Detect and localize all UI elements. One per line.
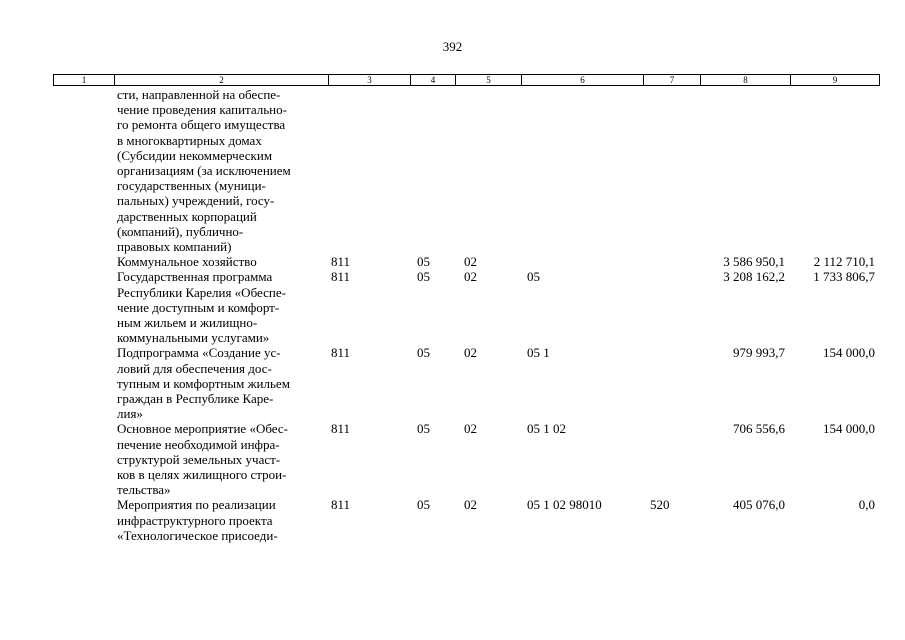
row-name-line: государственных (муници- [117, 178, 266, 194]
row-code-section: 05 [417, 421, 430, 437]
table-row [0, 254, 905, 269]
row-name-line: в многоквартирных домах [117, 132, 262, 148]
row-name-line: инфраструктурного проекта [117, 512, 273, 528]
row-name-line: тельства» [117, 482, 171, 498]
row-code-admin: 811 [331, 421, 351, 437]
row-code-target: 05 1 [527, 345, 550, 361]
row-amount-year-2: 154 000,0 [823, 345, 875, 361]
row-code-section: 05 [417, 345, 430, 361]
row-code-section: 05 [417, 497, 430, 513]
row-code-expense: 520 [650, 497, 670, 513]
row-name-line: сти, направленной на обеспе- [117, 87, 281, 102]
row-name-line: (компаний), публично- [117, 223, 244, 239]
row-name-line: организациям (за исключением [117, 163, 291, 179]
row-code-target: 05 1 02 [527, 421, 566, 437]
row-name-line: пальных) учреждений, госу- [117, 193, 275, 209]
row-name-line: правовых компаний) [117, 239, 232, 255]
header-col-6: 6 [521, 75, 643, 85]
row-amount-year-2: 1 733 806,7 [813, 269, 875, 285]
row-name-line: ловий для обеспечения дос- [117, 360, 272, 376]
row-name-line: Государственная программа [117, 269, 273, 285]
table-row [0, 269, 905, 345]
row-name-line: чение доступным и комфорт- [117, 299, 280, 315]
header-col-3: 3 [328, 75, 410, 85]
row-name-line: Мероприятия по реализации [117, 497, 276, 513]
header-col-2: 2 [114, 75, 328, 85]
row-code-admin: 811 [331, 269, 351, 285]
table-body [0, 87, 905, 543]
row-name-line: коммунальными услугами» [117, 330, 270, 346]
table-row [0, 87, 905, 254]
table-row [0, 345, 905, 421]
row-name-line: го ремонта общего имущества [117, 117, 286, 133]
row-code-admin: 811 [331, 345, 351, 361]
row-code-admin: 811 [331, 254, 351, 270]
row-code-section: 05 [417, 254, 430, 270]
row-amount-year-1: 706 556,6 [733, 421, 785, 437]
row-name [117, 254, 327, 269]
row-code-subsection: 02 [464, 269, 477, 285]
row-amount-year-2: 2 112 710,1 [813, 254, 875, 270]
row-name-line: дарственных корпораций [117, 208, 257, 224]
row-name-line: Коммунальное хозяйство [117, 254, 257, 270]
row-name-line: чение проведения капитально- [117, 102, 287, 118]
header-col-8: 8 [700, 75, 790, 85]
row-code-subsection: 02 [464, 345, 477, 361]
row-name-line: ным жильем и жилищно- [117, 314, 258, 330]
page-number: 392 [442, 39, 463, 54]
row-name [117, 345, 327, 421]
row-name [117, 497, 327, 543]
table-row [0, 421, 905, 497]
row-code-target: 05 1 02 98010 [527, 497, 602, 513]
row-name [117, 87, 327, 254]
row-amount-year-2: 0,0 [858, 497, 875, 513]
row-name [117, 269, 327, 345]
row-amount-year-2: 154 000,0 [823, 421, 875, 437]
header-col-5: 5 [455, 75, 521, 85]
row-name-line: ков в целях жилищного строи- [117, 466, 287, 482]
header-col-1: 1 [81, 75, 87, 85]
row-code-subsection: 02 [464, 497, 477, 513]
row-name-line: Республики Карелия «Обеспе- [117, 284, 286, 300]
row-amount-year-1: 405 076,0 [733, 497, 785, 513]
row-code-subsection: 02 [464, 421, 477, 437]
row-code-admin: 811 [331, 497, 351, 513]
row-code-section: 05 [417, 269, 430, 285]
header-col-9: 9 [790, 75, 879, 85]
row-name [117, 421, 327, 497]
row-name-line: «Технологическое присоеди- [117, 527, 278, 543]
header-col-7: 7 [643, 75, 700, 85]
row-name-line: структурой земельных участ- [117, 451, 281, 467]
row-name-line: граждан в Республике Каре- [117, 390, 274, 406]
row-name-line: лия» [117, 406, 143, 422]
row-name-line: печение необходимой инфра- [117, 436, 280, 452]
row-name-line: (Субсидии некоммерческим [117, 147, 273, 163]
row-name-line: тупным и комфортным жильем [117, 375, 290, 391]
row-name-line: Основное мероприятие «Обес- [117, 421, 288, 437]
row-code-subsection: 02 [464, 254, 477, 270]
row-amount-year-1: 979 993,7 [733, 345, 785, 361]
row-code-target: 05 [527, 269, 540, 285]
row-amount-year-1: 3 586 950,1 [723, 254, 785, 270]
table-row [0, 497, 905, 543]
table-header-row [53, 74, 880, 86]
row-name-line: Подпрограмма «Создание ус- [117, 345, 281, 361]
header-col-4: 4 [410, 75, 455, 85]
row-amount-year-1: 3 208 162,2 [723, 269, 785, 285]
